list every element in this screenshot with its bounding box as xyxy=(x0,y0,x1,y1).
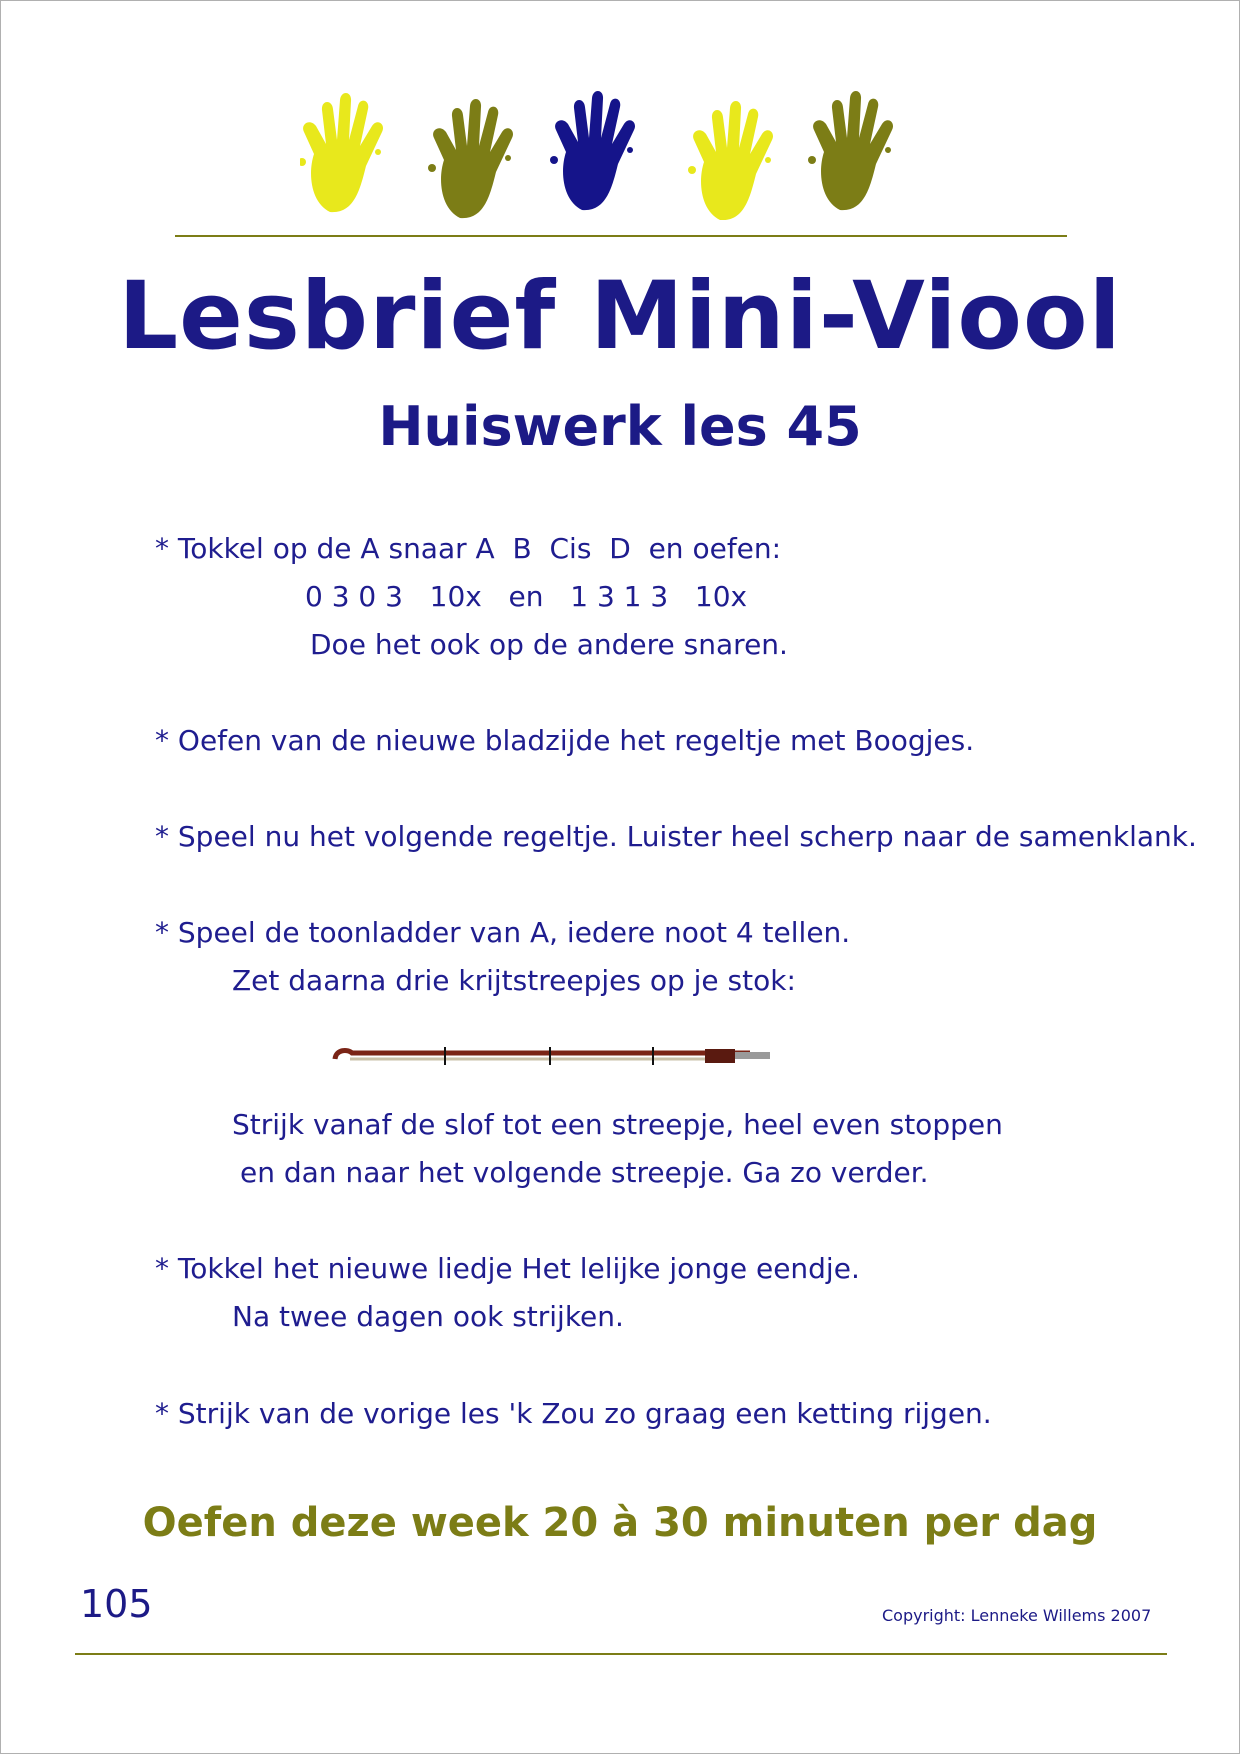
header-divider xyxy=(175,235,1067,237)
copyright-text: Copyright: Lenneke Willems 2007 xyxy=(882,1606,1152,1625)
finger-pattern-line: 0 3 0 3 10x en 1 3 1 3 10x xyxy=(305,580,748,613)
instruction-line: * Speel de toonladder van A, iedere noot 4 tellen. xyxy=(155,916,851,949)
yellow-hand-icon xyxy=(300,93,383,212)
instruction-line: * Tokkel het nieuwe liedje Het lelijke jonge eendje. xyxy=(155,1252,860,1285)
hand-prints-logo xyxy=(300,90,960,220)
instruction-line: * Speel nu het volgende regeltje. Luister heel scherp naar de samenklank. xyxy=(155,820,1197,853)
page-number: 105 xyxy=(80,1582,153,1626)
instruction-line: en dan naar het volgende streepje. Ga zo verder. xyxy=(240,1156,929,1189)
blue-hand-icon xyxy=(550,91,635,210)
instruction-line: * Strijk van de vorige les 'k Zou zo graag een ketting rijgen. xyxy=(155,1397,992,1430)
instruction-line: Na twee dagen ook strijken. xyxy=(232,1300,624,1333)
olive-hand-icon xyxy=(428,99,513,218)
page-subtitle: Huiswerk les 45 xyxy=(378,395,862,458)
page-title: Lesbrief Mini-Viool xyxy=(118,262,1122,371)
instruction-line: Zet daarna drie krijtstreepjes op je stok: xyxy=(232,964,796,997)
instruction-line: Strijk vanaf de slof tot een streepje, heel even stoppen xyxy=(232,1108,1003,1141)
violin-bow-icon xyxy=(330,1035,775,1075)
instruction-line: Doe het ook op de andere snaren. xyxy=(310,628,788,661)
footer-divider xyxy=(75,1653,1167,1655)
instruction-line: * Oefen van de nieuwe bladzijde het regeltje met Boogjes. xyxy=(155,724,975,757)
practice-note: Oefen deze week 20 à 30 minuten per dag xyxy=(142,1500,1098,1546)
yellow-hand-icon xyxy=(688,101,773,220)
instruction-line: * Tokkel op de A snaar A B Cis D en oefen: xyxy=(155,532,782,565)
olive-hand-icon xyxy=(808,91,893,210)
